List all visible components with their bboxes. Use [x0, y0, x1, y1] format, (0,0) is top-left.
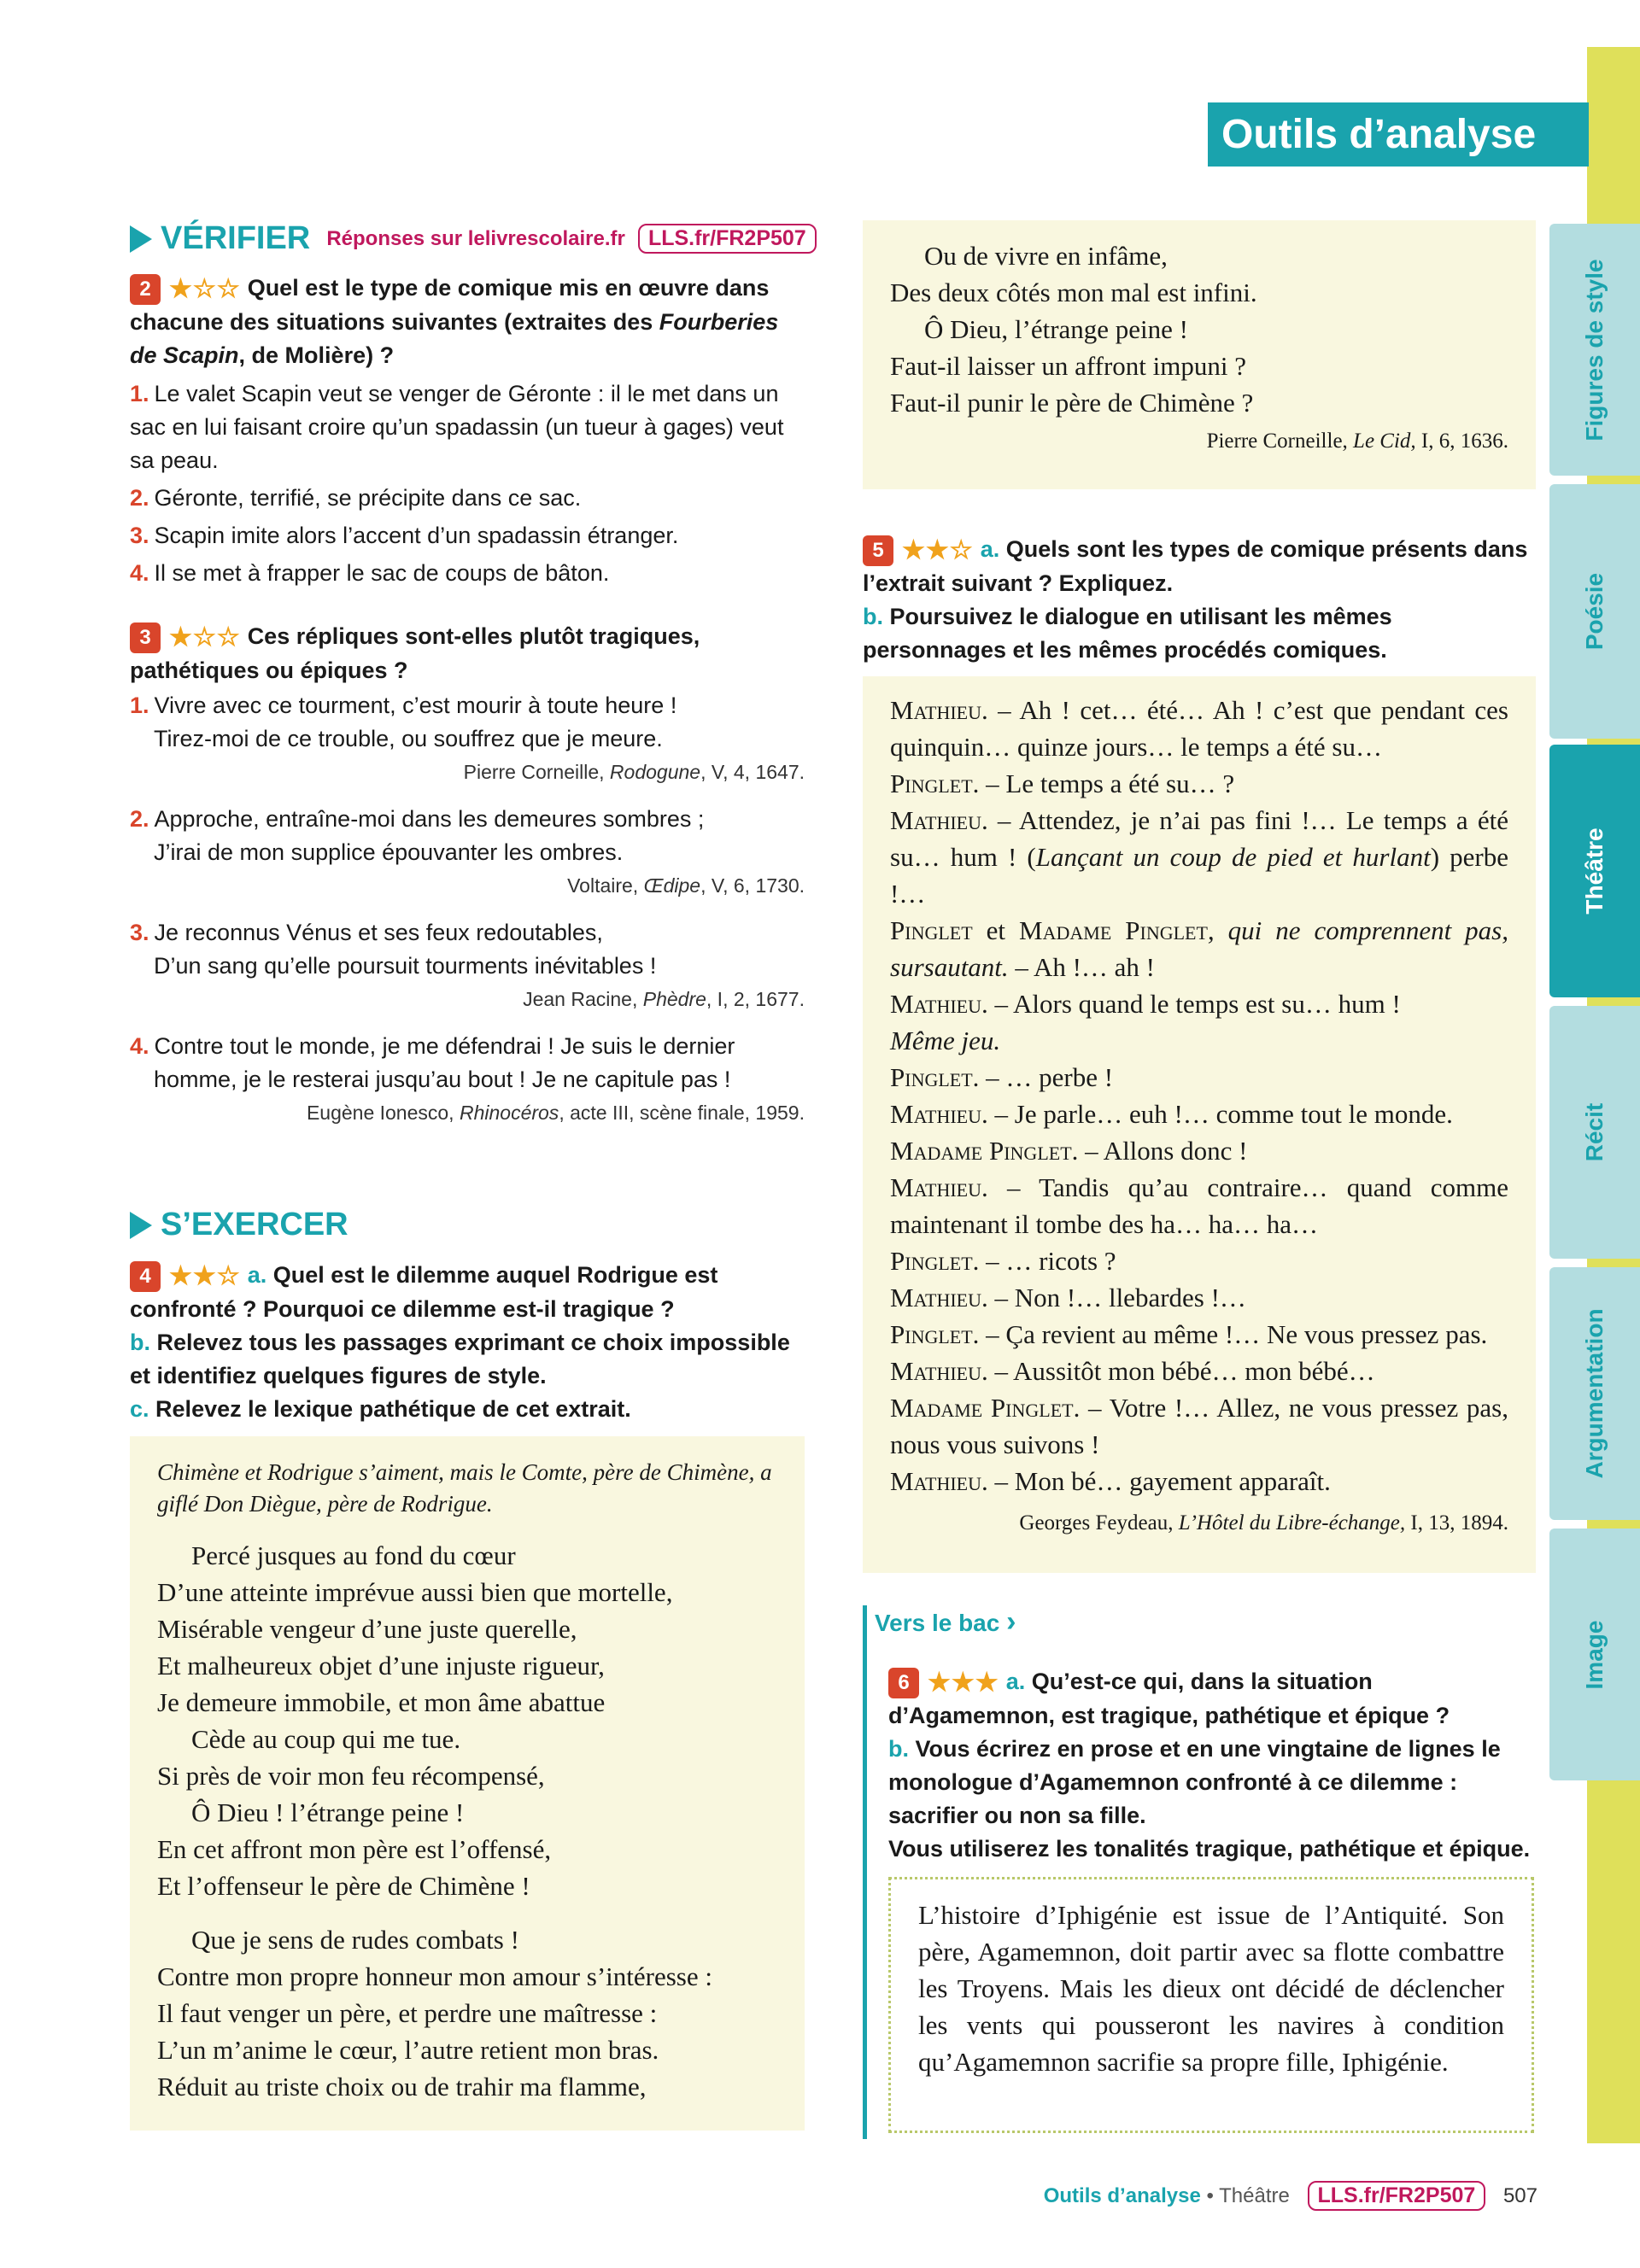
verse-block-1: Percé jusques au fond du cœur D’une atteinte imprévue aussi bien que mortelle, Misérable vengeur d’une juste querelle, Et malheureux objet d’une injuste rigueur, Je demeure immobile, et mon âme abattue Cède au coup qui me tue. Si près de voir mon feu récompensé, Ô Dieu ! l’étrange peine ! En cet affront mon père est l’offensé, Et l’offenseur le père de Chimène !: [157, 1540, 673, 1901]
answers-label[interactable]: Réponses sur lelivrescolaire.fr: [326, 226, 625, 250]
footer-lls-link[interactable]: LLS.fr/FR2P507: [1308, 2181, 1486, 2211]
exercise-number: 2: [130, 274, 161, 305]
tab-figures-de-style[interactable]: Figures de style: [1549, 224, 1640, 476]
dialogue-line: Mathieu. – Je parle… euh !… comme tout le monde.: [890, 1099, 1453, 1129]
excerpt-box-le-cid-continued: [863, 220, 1536, 489]
excerpt-box-le-cid: [130, 1436, 805, 2131]
exercise-5: [863, 533, 1538, 667]
exercise-4: [130, 1259, 805, 1426]
page-title: Outils d’analyse: [1221, 112, 1537, 157]
excerpt-box-feydeau: [863, 676, 1536, 1573]
lls-link[interactable]: LLS.fr/FR2P507: [638, 224, 817, 254]
exercise-number: 3: [130, 623, 161, 653]
footer-chapter: Théâtre: [1219, 2184, 1290, 2207]
dialogue-line: Mathieu. – Non !… llebardes !…: [890, 1283, 1246, 1312]
difficulty-stars-icon: ★☆☆: [169, 275, 241, 304]
exercise-4-question-b: b. Relevez tous les passages exprimant ce choix impossible et identifiez quelques figures de style.: [130, 1330, 790, 1389]
exercer-heading: S’EXERCER: [130, 1207, 348, 1243]
header-banner: [1208, 102, 1589, 167]
exercise-5-question-a: 5 ★★☆ a. Quels sont les types de comique présents dans l’extrait suivant ? Expliquez.: [863, 536, 1528, 597]
dialogue-line: Mathieu. – Alors quand le temps est su… hum !: [890, 989, 1401, 1019]
quote-item: 2. Approche, entraîne-moi dans les demeures sombres ; J’irai de mon supplice épouvanter les ombres. Voltaire, Œdipe, V, 6, 1730.: [130, 806, 805, 897]
exercise-6-question-b2: Vous utiliserez les tonalités tragique, pathétique et épique.: [888, 1836, 1531, 1862]
play-arrow-icon: [130, 1212, 152, 1239]
difficulty-stars-icon: ★★☆: [902, 536, 974, 565]
dialogue-line: Pinglet. – Ça revient au même !… Ne vous pressez pas.: [890, 1319, 1488, 1349]
excerpt-source: Pierre Corneille, Le Cid, I, 6, 1636.: [1206, 430, 1508, 453]
exercise-6: [888, 1665, 1538, 1866]
exercise-number: 4: [130, 1261, 161, 1292]
quote-item: 4. Contre tout le monde, je me défendrai ! Je suis le dernier homme, je le resterai jusqu’au bout ! Je ne capitule pas ! Eugène Ionesco, Rhinocéros, acte III, scène finale, 1959.: [130, 1033, 805, 1125]
exercise-number: 5: [863, 535, 893, 566]
verse-block-2: Que je sens de rudes combats ! Contre mon propre honneur mon amour s’intéresse : Il faut venger un père, et perdre une maîtresse : L’un m’anime le cœur, l’autre retient mon bras. Réduit au triste choix ou de trahir ma flamme,: [157, 1925, 712, 2101]
list-item: 2. Géronte, terrifié, se précipite dans ce sac.: [130, 485, 582, 511]
dialogue-line: Mathieu. – Ah ! cet… été… Ah ! c’est que pendant ces quinquin… quinze jours… le temps a été su…: [890, 695, 1508, 762]
dialogue-line: Pinglet. – … ricots ?: [890, 1246, 1116, 1276]
dialogue-line: Madame Pinglet. – Votre !… Allez, ne vous pressez pas, nous vous suivons !: [890, 1393, 1508, 1459]
vers-le-bac-bar: [863, 1605, 867, 2139]
dialogue-line: Mathieu. – Attendez, je n’ai pas fini !… Le temps a été su… hum ! (Lançant un coup de pied et hurlant) perbe !…: [890, 805, 1509, 909]
dialogue-line: Pinglet et Madame Pinglet, qui ne comprennent pas, sursautant. – Ah !… ah !: [890, 915, 1508, 982]
verse-block-3: Ou de vivre en infâme, Des deux côtés mon mal est infini. Ô Dieu, l’étrange peine ! Faut-il laisser un affront impuni ? Faut-il punir le père de Chimène ?: [890, 241, 1257, 418]
exercise-2: [130, 272, 805, 590]
exercise-4-question-c: c. Relevez le lexique pathétique de cet extrait.: [130, 1396, 631, 1423]
list-item: 3. Scapin imite alors l’accent d’un spadassin étranger.: [130, 523, 679, 549]
tab-argumentation[interactable]: Argumentation: [1549, 1267, 1640, 1520]
footer-section: Outils d’analyse: [1043, 2184, 1201, 2207]
difficulty-stars-icon: ★☆☆: [169, 623, 241, 652]
exercise-6-question-a: 6 ★★★ a. Qu’est-ce qui, dans la situation d’Agamemnon, est tragique, pathétique et épique ?: [888, 1669, 1450, 1729]
difficulty-stars-icon: ★★☆: [169, 1262, 241, 1291]
dialogue-line: Pinglet. – Le temps a été su… ?: [890, 769, 1235, 798]
excerpt-intro: Chimène et Rodrigue s’aiment, mais le Comte, père de Chimène, a giflé Don Diègue, père de Rodrigue.: [157, 1459, 772, 1517]
tab-image[interactable]: Image: [1549, 1529, 1640, 1780]
dialogue: [863, 676, 1536, 1499]
footer: Outils d’analyse • Théâtre LLS.fr/FR2P507 507: [854, 2181, 1538, 2211]
tab-theatre[interactable]: Théâtre: [1549, 745, 1640, 997]
dialogue-line: Mathieu. – Tandis qu’au contraire… quand comme maintenant il tombe des ha… ha… ha…: [890, 1172, 1508, 1239]
tab-poesie[interactable]: Poésie: [1549, 484, 1640, 739]
page-number: 507: [1502, 2184, 1538, 2207]
dialogue-line: Mathieu. – Mon bé… gayement apparaît.: [890, 1466, 1331, 1496]
chevron-right-icon: ›: [1006, 1605, 1016, 1638]
dialogue-line: Madame Pinglet. – Allons donc !: [890, 1136, 1248, 1166]
list-item: 1. Le valet Scapin veut se venger de Géronte : il le met dans un sac en lui faisant croire qu’un spadassin (un tueur à gages) veut sa peau.: [130, 381, 784, 474]
verifier-heading: VÉRIFIER Réponses sur lelivrescolaire.fr LLS.fr/FR2P507: [130, 220, 813, 257]
dialogue-line: Pinglet. – … perbe !: [890, 1062, 1114, 1092]
exercise-3: [130, 620, 805, 1125]
exercise-6-question-b: b. Vous écrirez en prose et en une vingtaine de lignes le monologue d’Agamemnon confronté à ce dilemme : sacrifier ou non sa fille.: [888, 1736, 1501, 1829]
exercise-2-question: 2 ★☆☆ Quel est le type de comique mis en œuvre dans chacune des situations suivantes (extraites des Fourberies de Scapin, de Molière) ?: [130, 275, 779, 369]
exercise-3-question: 3 ★☆☆ Ces répliques sont-elles plutôt tragiques, pathétiques ou épiques ?: [130, 623, 700, 684]
difficulty-stars-icon: ★★★: [928, 1669, 999, 1698]
tab-recit[interactable]: Récit: [1549, 1006, 1640, 1259]
context-box: L’histoire d’Iphigénie est issue de l’Antiquité. Son père, Agamemnon, doit partir avec sa flotte combattre les Troyens. Mais les dieux ont décidé de déclencher les vents qui pousseront les navires à condition qu’Agamemnon sacrifie sa propre fille, Iphigénie.: [888, 1877, 1534, 2133]
vers-le-bac-label: Vers le bac ›: [875, 1605, 1016, 1638]
dialogue-line: Mathieu. – Aussitôt mon bébé… mon bébé…: [890, 1356, 1375, 1386]
exercise-4-question-a: 4 ★★☆ a. Quel est le dilemme auquel Rodrigue est confronté ? Pourquoi ce dilemme est-il tragique ?: [130, 1262, 718, 1323]
quote-item: 1. Vivre avec ce tourment, c’est mourir à toute heure ! Tirez-moi de ce trouble, ou souffrez que je meure. Pierre Corneille, Rodogune, V, 4, 1647.: [130, 693, 805, 784]
stage-direction: Même jeu.: [890, 1026, 1001, 1055]
exercise-number: 6: [888, 1668, 919, 1698]
exercise-5-question-b: b. Poursuivez le dialogue en utilisant les mêmes personnages et les mêmes procédés comiques.: [863, 604, 1392, 663]
excerpt-source: Georges Feydeau, L’Hôtel du Libre-échange, I, 13, 1894.: [1019, 1511, 1508, 1534]
list-item: 4. Il se met à frapper le sac de coups de bâton.: [130, 560, 610, 587]
quote-item: 3. Je reconnus Vénus et ses feux redoutables, D’un sang qu’elle poursuit tourments inévitables ! Jean Racine, Phèdre, I, 2, 1677.: [130, 920, 805, 1011]
play-arrow-icon: [130, 225, 152, 253]
